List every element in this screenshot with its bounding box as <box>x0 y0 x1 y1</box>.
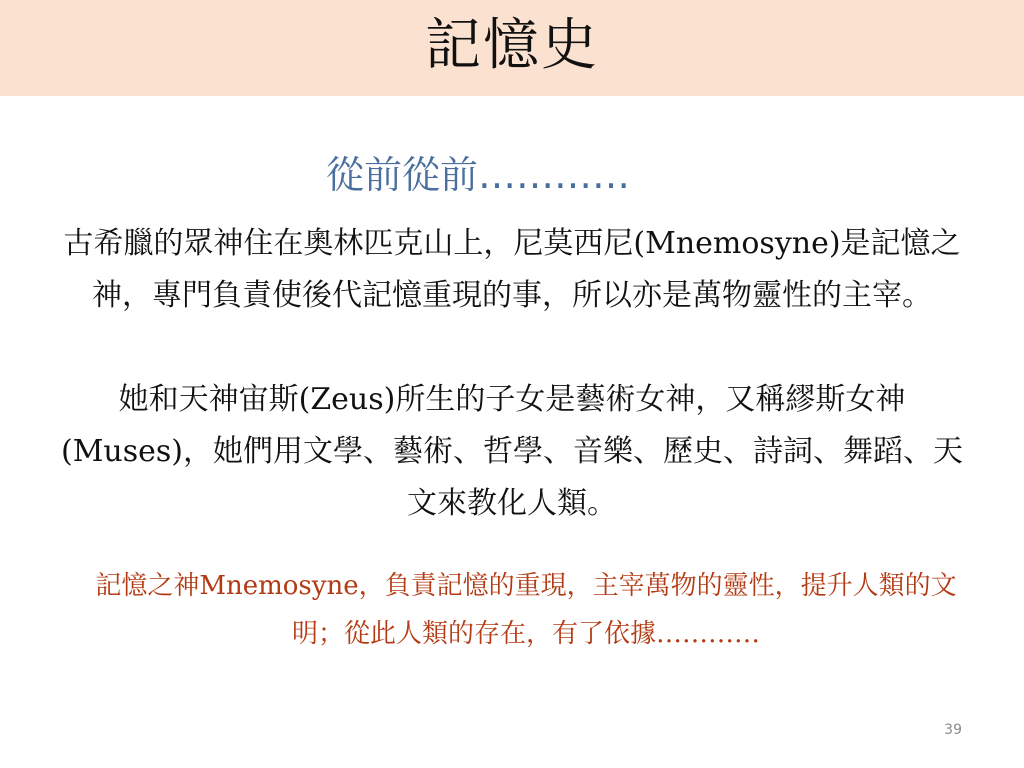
slide-subtitle: 從前從前………… <box>326 153 631 197</box>
slide-title: 記憶史 <box>425 13 599 78</box>
paragraph-mnemosyne: 古希臘的眾神住在奧林匹克山上，尼莫西尼(Mnemosyne)是記憶之神，專門負責使後代記憶重現的事，所以亦是萬物靈性的主宰。 <box>63 226 961 313</box>
highlight-note: 記憶之神Mnemosyne，負責記憶的重現，主宰萬物的靈性，提升人類的文明；從此人類的存在，有了依據………… <box>95 571 957 649</box>
paragraph-muses: 她和天神宙斯(Zeus)所生的子女是藝術女神，又稱繆斯女神(Muses)，她們用文學、藝術、哲學、音樂、歷史、詩詞、舞蹈、天文來教化人類。 <box>61 382 963 521</box>
page-number: 39 <box>944 722 962 738</box>
